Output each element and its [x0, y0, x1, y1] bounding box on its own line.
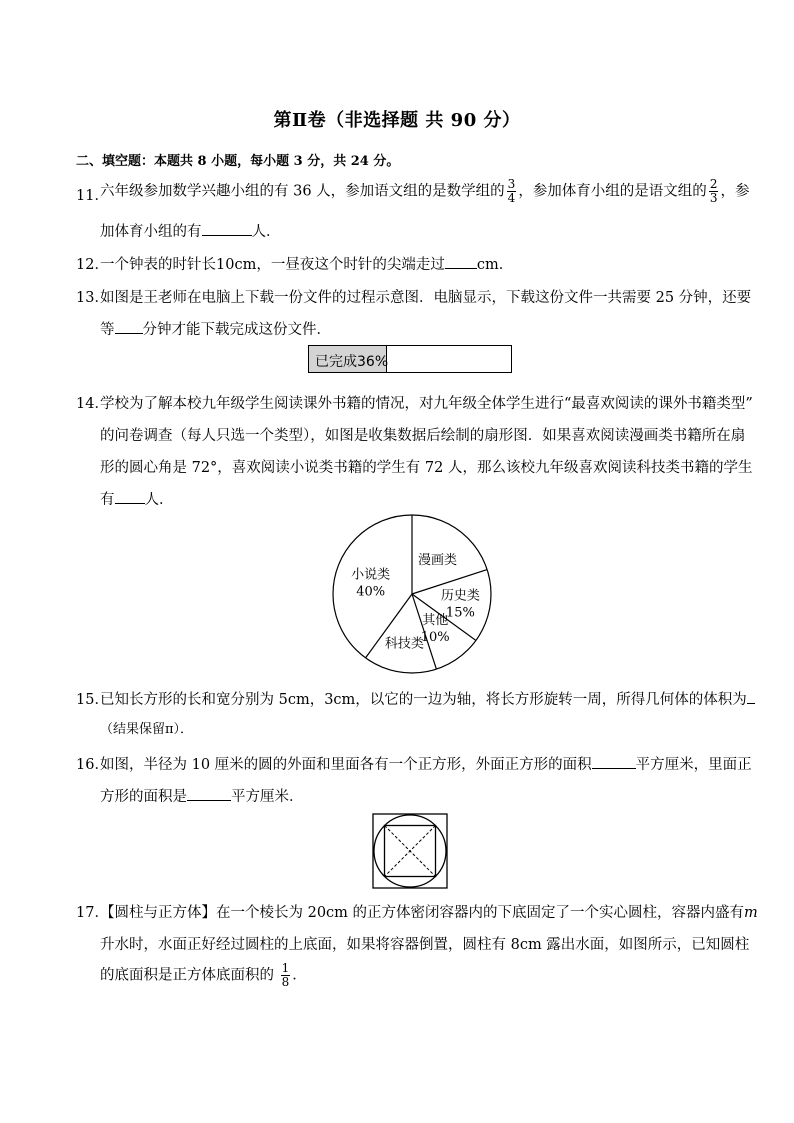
q12-number: 12． [76, 257, 109, 273]
q14-answer-blank[interactable] [115, 489, 145, 505]
q14-line2: 的问卷调查（每人只选一个类型），如图是收集数据后绘制的扇形图．如果喜欢阅读漫画类书籍所在扇 [100, 428, 746, 444]
q11-line2: 加体育小组的有 人． [100, 220, 281, 241]
q13-line1: 如图是王老师在电脑上下载一份文件的过程示意图．电脑显示，下载这份文件一共需要 25 分钟，还要 [100, 290, 752, 306]
pie-slice-label: 其他 [422, 612, 449, 628]
q16-answer-blank-2[interactable] [187, 786, 231, 802]
q11-fraction-1: $\frac{3}{4}$ [507, 177, 516, 205]
q14-line1: 学校为了解本校九年级学生阅读课外书籍的情况，对九年级全体学生进行“最喜欢阅读的课外书籍类型” [100, 396, 753, 412]
pie-slice-label: 科技类 [384, 636, 424, 652]
q17-line2: 升水时，水面正好经过圆柱的上底面，如果将容器倒置，圆柱有 8cm 露出水面，如图所示，已知圆柱 [100, 937, 750, 953]
section-heading: 二、填空题：本题共 8 小题，每小题 3 分，共 24 分。 [76, 154, 400, 169]
q15-answer-blank[interactable] [747, 689, 755, 705]
q11-line1: 六年级参加数学兴趣小组的有 36 人，参加语文组的是数学组的 $\frac{3}{4}$ ，参加体育小组的是语文组的 $\frac{2}{3}$ ，参 [100, 177, 750, 205]
pie-slice-percent: 40% [356, 584, 386, 600]
q14-line4: 有 人． [100, 488, 174, 509]
pie-slice-label: 漫画类 [418, 552, 458, 568]
q17-line3: 的底面积是正方体底面积的 $\frac{1}{8}$ ． [100, 961, 307, 989]
q16-line2: 方形的面积是 平方厘米． [100, 785, 304, 806]
progress-label: 已完成36% [315, 354, 389, 370]
pie-slice-percent: 15% [445, 605, 475, 621]
q11-number: 11． [76, 188, 109, 204]
q17-fraction: $\frac{1}{8}$ [281, 961, 290, 989]
q13-answer-blank[interactable] [115, 319, 143, 335]
q15-line1: 已知长方形的长和宽分别为 5cm，3cm，以它的一边为轴，将长方形旋转一周，所得几何体的体积为 [100, 688, 755, 709]
q16-number: 16． [76, 757, 109, 773]
pie-slice-label: 历史类 [440, 588, 480, 604]
q11-fraction-2: $\frac{2}{3}$ [709, 177, 718, 205]
q17-number: 17． [76, 905, 109, 921]
pie-slice-percent: 10% [420, 629, 450, 645]
q14-line3: 形的圆心角是 72°，喜欢阅读小说类书籍的学生有 72 人，那么该校九年级喜欢阅读科技类书籍的学生 [100, 460, 753, 476]
q12-line1: 一个钟表的时针长10cm，一昼夜这个时针的尖端走过 cm． [100, 253, 513, 274]
q16-line1: 如图，半径为 10 厘米的圆的外面和里面各有一个正方形，外面正方形的面积 平方厘米，里面正 [100, 753, 752, 774]
q13-line2: 等 分钟才能下载完成这份文件． [100, 318, 331, 339]
q17-line1: 【圆柱与正方体】在一个棱长为 20cm 的正方体密闭容器内的下底固定了一个实心圆柱，容器内盛有m [100, 905, 758, 921]
pie-chart [330, 512, 494, 676]
pie-slice-label: 小说类 [351, 567, 391, 583]
q16-answer-blank-1[interactable] [592, 754, 636, 770]
q13-number: 13． [76, 290, 109, 306]
q14-number: 14． [76, 396, 109, 412]
download-progress-bar [308, 345, 512, 373]
q15-line2: （结果保留π）． [100, 722, 194, 737]
q11-answer-blank[interactable] [202, 221, 252, 237]
q15-number: 15． [76, 692, 109, 708]
square-circle-figure [372, 813, 448, 889]
page-title: 第Ⅱ卷（非选择题 共 90 分） [273, 110, 521, 131]
q12-answer-blank[interactable] [445, 254, 477, 270]
